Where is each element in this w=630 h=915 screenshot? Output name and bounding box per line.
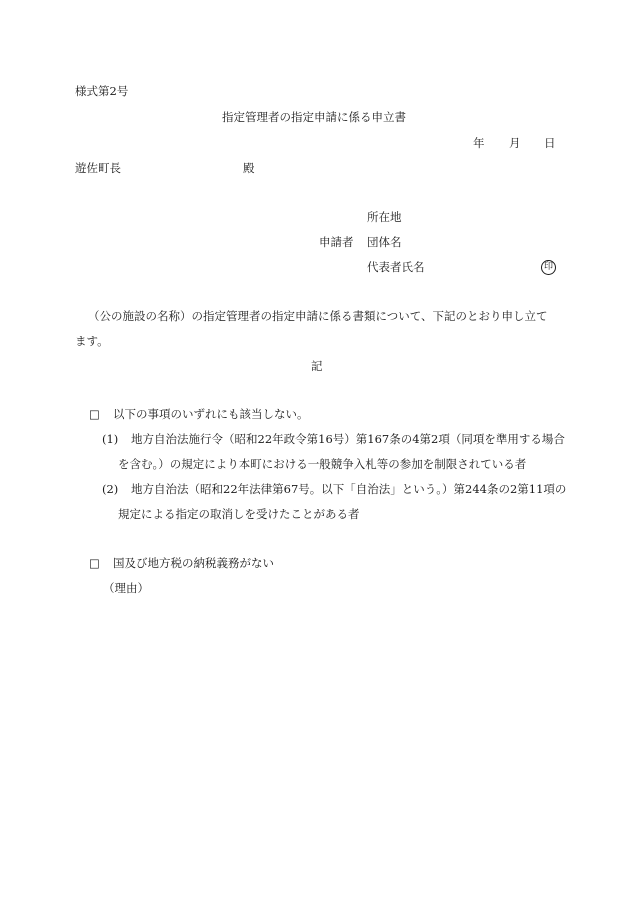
item-1-heading: 以下の事項のいずれにも該当しない。 xyxy=(113,407,309,421)
checkbox-icon: □ xyxy=(89,556,100,570)
date-day-label: 日 xyxy=(544,136,556,150)
sub-item-2-number: (2) xyxy=(102,482,119,496)
sub-item-1-line-1: 地方自治法施行令（昭和22年政令第16号）第167条の4第2項（同項を準用する場合 xyxy=(131,432,565,446)
ki-heading: 記 xyxy=(311,359,323,373)
address-label: 所在地 xyxy=(367,210,402,224)
applicant-role-label: 申請者 xyxy=(319,235,354,249)
seal-mark: 印 xyxy=(541,260,556,275)
representative-label: 代表者氏名 xyxy=(367,260,425,274)
reason-label: （理由） xyxy=(103,581,149,595)
sub-item-1-line-2: を含む。）の規定により本町における一般競争入札等の参加を制限されている者 xyxy=(118,457,527,471)
checkbox-icon: □ xyxy=(89,407,100,421)
sub-item-2-line-2: 規定による指定の取消しを受けたことがある者 xyxy=(118,507,360,521)
organization-label: 団体名 xyxy=(367,235,402,249)
sub-item-2-line-1: 地方自治法（昭和22年法律第67号。以下「自治法」という。）第244条の2第11項の xyxy=(131,482,567,496)
body-line-1: （公の施設の名称）の指定管理者の指定申請に係る書類について、下記のとおり申し立て xyxy=(88,309,548,323)
document-title: 指定管理者の指定申請に係る申立書 xyxy=(222,110,406,124)
date-year-label: 年 xyxy=(473,136,485,150)
addressee-honorific: 殿 xyxy=(243,161,255,175)
addressee-name: 遊佐町長 xyxy=(75,161,121,175)
date-month-label: 月 xyxy=(509,136,521,150)
body-line-2: ます。 xyxy=(75,334,109,348)
item-2-heading: 国及び地方税の納税義務がない xyxy=(113,556,274,570)
sub-item-1-number: (1) xyxy=(102,432,119,446)
form-number: 様式第2号 xyxy=(75,84,129,98)
